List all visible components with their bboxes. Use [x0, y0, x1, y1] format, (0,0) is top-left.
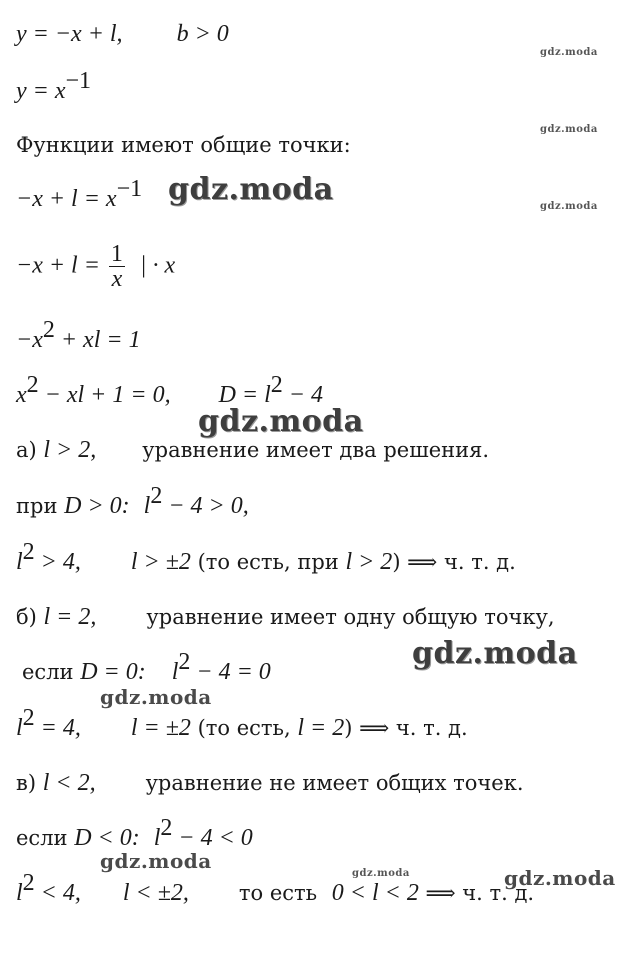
line-4 [16, 176, 143, 214]
text: если [16, 826, 75, 850]
exponent: 2 [22, 539, 35, 565]
multiply-note: | · x [139, 252, 176, 279]
inequality: l > ±2 [130, 549, 191, 575]
watermark: gdz.moda [540, 47, 598, 58]
case-text: уравнение не имеет общих точек. [145, 771, 524, 795]
inequality: − 4 < 0 [172, 825, 253, 851]
equation: = 4, [34, 715, 81, 741]
term: −x [16, 327, 43, 353]
case-label: б) [16, 605, 44, 629]
text: (то есть, [190, 716, 298, 740]
fraction-denominator: x [111, 266, 123, 292]
conclusion: ⟹ ч. т. д. [418, 881, 535, 905]
line-12 [22, 649, 271, 687]
term: l [16, 880, 23, 906]
equation-intersection: −x + l = x [16, 186, 117, 212]
watermark: gdz.moda [168, 172, 334, 207]
conclusion: ) ⟹ ч. т. д. [392, 550, 516, 574]
watermark: gdz.moda [198, 404, 364, 439]
line-10 [16, 539, 516, 577]
watermark: gdz.moda [540, 124, 598, 135]
case-condition: l < 2, [42, 770, 96, 796]
exponent: 2 [42, 317, 55, 343]
equation-line: y = −x + l, [16, 21, 123, 47]
inequality: l < ±2, [122, 880, 189, 906]
discriminant-condition: D > 0: [64, 493, 130, 519]
equation: l = ±2 [130, 715, 191, 741]
term: l [153, 825, 161, 851]
case-condition: l > 2, [43, 437, 97, 463]
quadratic-equation: − xl + 1 = 0, [38, 382, 171, 408]
line-14 [16, 769, 524, 798]
text: то есть [238, 881, 324, 905]
watermark: gdz.moda [504, 866, 616, 890]
term: l [171, 659, 179, 685]
exponent: 2 [270, 372, 283, 398]
equation: − 4 = 0 [190, 659, 271, 685]
line-11 [16, 603, 555, 632]
exponent: 2 [178, 649, 191, 675]
fraction [109, 242, 125, 291]
fraction-numerator: 1 [110, 241, 123, 267]
watermark: gdz.moda [100, 685, 212, 709]
exponent: −1 [65, 68, 92, 94]
line-2 [16, 68, 92, 106]
discriminant: D = l [218, 382, 271, 408]
discriminant-rest: − 4 [282, 382, 323, 408]
watermark: gdz.moda [352, 868, 410, 879]
equation-left: −x + l = [16, 252, 100, 279]
line-9 [16, 483, 249, 521]
exponent: 2 [22, 870, 35, 896]
watermark: gdz.moda [540, 201, 598, 212]
case-condition: l = 2, [43, 604, 97, 630]
inequality: − 4 > 0, [162, 493, 249, 519]
term: + xl = 1 [54, 327, 141, 353]
case-text: уравнение имеет одну общую точку, [146, 605, 555, 629]
inequality: l > 2 [345, 549, 393, 575]
conclusion: ) ⟹ ч. т. д. [344, 716, 468, 740]
case-text: уравнение имеет два решения. [142, 438, 490, 462]
condition: b > 0 [176, 21, 229, 47]
case-label: а) [16, 438, 44, 462]
inequality: > 4, [34, 549, 81, 575]
discriminant-condition: D < 0: [74, 825, 140, 851]
term: l [16, 715, 23, 741]
line-6 [16, 317, 141, 355]
line-13 [16, 705, 468, 743]
text: (то есть, при [190, 550, 346, 574]
equation: l = 2 [297, 715, 345, 741]
term: l [16, 549, 23, 575]
exponent: 2 [150, 483, 163, 509]
discriminant-condition: D = 0: [80, 659, 146, 685]
exponent: 2 [160, 815, 173, 841]
inequality: < 4, [34, 880, 81, 906]
exponent: −1 [116, 176, 143, 202]
exponent: 2 [22, 705, 35, 731]
watermark: gdz.moda [412, 636, 578, 671]
line-3 [16, 131, 351, 160]
watermark: gdz.moda [100, 849, 212, 873]
equation-hyperbola: y = x [16, 78, 66, 104]
line-1 [16, 20, 229, 49]
term: l [143, 493, 151, 519]
line-8 [16, 436, 489, 465]
term: x [16, 382, 27, 408]
line-5 [16, 242, 175, 291]
case-label: в) [16, 771, 43, 795]
exponent: 2 [26, 372, 39, 398]
inequality: 0 < l < 2 [331, 880, 419, 906]
text: при [16, 494, 65, 518]
statement-text: Функции имеют общие точки: [16, 133, 351, 157]
text: если [22, 660, 81, 684]
